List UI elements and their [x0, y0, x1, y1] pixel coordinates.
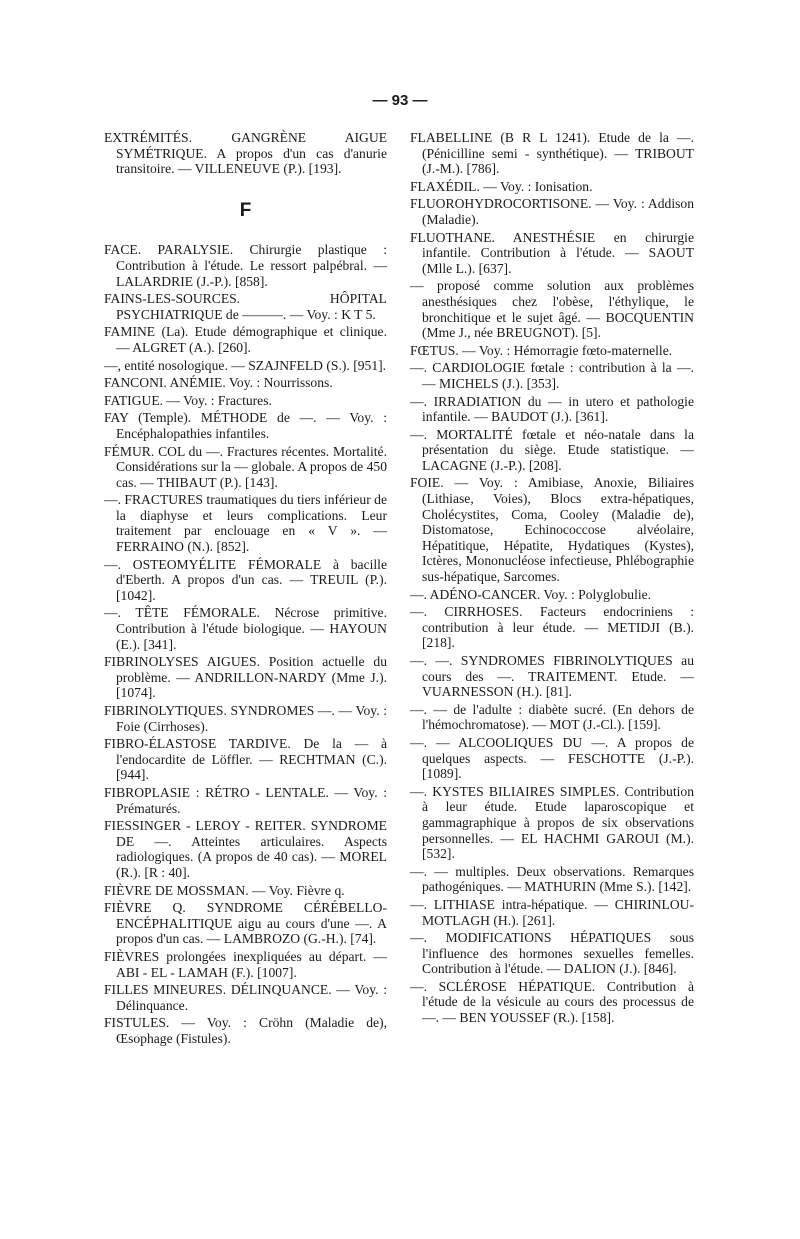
index-entry: FACE. PARALYSIE. Chirurgie plastique : Contribution à l'étude. Le ressort palpébral. — LALARDRIE (J.-P.). [858].	[104, 242, 387, 289]
index-entry: —. SCLÉROSE HÉPATIQUE. Contribution à l'étude de la vésicule au cours des processus de —. — BEN YOUSSEF (R.). [158].	[410, 978, 694, 1026]
left-column	[104, 130, 387, 1048]
index-entry: FLUOTHANE. ANESTHÉSIE en chirurgie infantile. Contribution à l'étude. — SAOUT (Mlle L.). [637].	[410, 229, 694, 276]
index-entry: FLUOROHYDROCORTISONE. — Voy. : Addison (Maladie).	[410, 196, 694, 227]
index-entry: FLABELLINE (B R L 1241). Etude de la —. (Pénicilline semi - synthétique). — TRIBOUT (J.-M.). [786].	[410, 130, 694, 177]
index-entry: —. — ALCOOLIQUES DU —. A propos de quelques aspects. — FESCHOTTE (J.-P.). [1089].	[410, 734, 694, 782]
index-entry: FANCONI. ANÉMIE. Voy. : Nourrissons.	[104, 375, 333, 391]
index-entry: —. ADÉNO-CANCER. Voy. : Polyglobulie.	[410, 586, 652, 602]
index-entry: FILLES MINEURES. DÉLINQUANCE. — Voy. : Délinquance.	[104, 982, 387, 1013]
index-entry: —. MODIFICATIONS HÉPATIQUES sous l'influence des hormones sexuelles femelles. Contribution à l'étude. — DALION (J.). [846].	[410, 930, 694, 977]
section-letter: F	[239, 199, 252, 221]
index-entry: FIÈVRE DE MOSSMAN. — Voy. Fièvre q.	[104, 882, 345, 898]
index-entry: —. — de l'adulte : diabète sucré. (En dehors de l'hémochromatose). — MOT (J.-Cl.). [159].	[410, 701, 694, 733]
index-entry: FAMINE (La). Etude démographique et clinique. — ALGRET (A.). [260].	[104, 324, 387, 355]
index-entry: —. MORTALITÉ fœtale et néo-natale dans la présentation du siège. Etude statistique. — LACAGNE (J.-P.). [208].	[410, 426, 694, 473]
index-entry: —. CIRRHOSES. Facteurs endocriniens : contribution à leur étude. — METIDJI (B.). [218].	[410, 604, 694, 651]
index-entry: —. TÊTE FÉMORALE. Nécrose primitive. Contribution à l'étude biologique. — HAYOUN (E.). [341].	[104, 605, 387, 652]
index-entry: FÉMUR. COL du —. Fractures récentes. Mortalité. Considérations sur la — globale. A propos de 450 cas. — THIBAUT (P.). [143].	[104, 443, 387, 490]
index-entry: FISTULES. — Voy. : Cröhn (Maladie de), Œsophage (Fistules).	[104, 1015, 387, 1046]
index-entry: FIBRINOLYTIQUES. SYNDROMES —. — Voy. : Foie (Cirrhoses).	[104, 703, 387, 734]
index-entry: —. — multiples. Deux observations. Remarques pathogéniques. — MATHURIN (Mme S.). [142].	[410, 863, 694, 895]
index-entry: EXTRÉMITÉS. GANGRÈNE AIGUE SYMÉTRIQUE. A propos d'un cas d'anurie transitoire. — VILLENEUVE (P.). [193].	[104, 130, 387, 177]
index-entry: —. FRACTURES traumatiques du tiers inférieur de la diaphyse et leurs complications. Leur traitement par enclouage en « V ». — FERRAINO (N.). [852].	[104, 492, 387, 555]
page-number: — 93 —	[372, 92, 428, 109]
index-entry: FIÈVRES prolongées inexpliquées au départ. — ABI - EL - LAMAH (F.). [1007].	[104, 948, 387, 980]
index-entry: — proposé comme solution aux problèmes anesthésiques chez l'obèse, l'éthylique, le bronchitique et le sujet âgé. — BOCQUENTIN (Mme J., née BREUGNOT). [5].	[410, 278, 694, 341]
index-entry: —. —. SYNDROMES FIBRINOLYTIQUES au cours des —. TRAITEMENT. Etude. — VUARNESSON (H.). [81].	[410, 653, 694, 700]
index-entry: FAY (Temple). MÉTHODE de —. — Voy. : Encéphalopathies infantiles.	[104, 410, 387, 441]
index-entry: FATIGUE. — Voy. : Fractures.	[104, 392, 272, 408]
index-entry: —. LITHIASE intra-hépatique. — CHIRINLOU-MOTLAGH (H.). [261].	[410, 896, 694, 928]
index-entry: —. KYSTES BILIAIRES SIMPLES. Contribution à leur étude. Etude laparoscopique et gammagraphique à propos de six observations personnelles. — EL HACHMI GAROUI (M.). [532].	[410, 783, 694, 862]
index-entry: FIBRINOLYSES AIGUES. Position actuelle du problème. — ANDRILLON-NARDY (Mme J.). [1074].	[104, 654, 387, 701]
index-entry: —, entité nosologique. — SZAJNFELD (S.). [951].	[104, 357, 387, 373]
index-entry: FIBRO-ÉLASTOSE TARDIVE. De la — à l'endocardite de Löffler. — RECHTMAN (C.). [944].	[104, 736, 387, 783]
index-entry: FIBROPLASIE : RÉTRO - LENTALE. — Voy. : Prématurés.	[104, 784, 387, 816]
index-entry: FIESSINGER - LEROY - REITER. SYNDROME DE —. Atteintes articulaires. Aspects radiologiques. (A propos de 40 cas). — MOREL (R.). [R : 40].	[104, 818, 387, 880]
index-entry: FIÈVRE Q. SYNDROME CÉRÉBELLO-ENCÉPHALITIQUE aigu au cours d'une —. A propos d'un cas. — LAMBROZO (G.-H.). [74].	[104, 900, 387, 947]
index-entry: FAINS-LES-SOURCES. HÔPITAL PSYCHIATRIQUE de ———. — Voy. : K T 5.	[104, 291, 387, 322]
index-entry: FLAXÉDIL. — Voy. : Ionisation.	[410, 178, 593, 194]
index-entry: —. OSTEOMYÉLITE FÉMORALE à bacille d'Eberth. A propos d'un cas. — TREUIL (P.). [1042].	[104, 556, 387, 603]
index-entry: —. IRRADIATION du — in utero et pathologie infantile. — BAUDOT (J.). [361].	[410, 393, 694, 425]
index-entry: —. CARDIOLOGIE fœtale : contribution à la —. — MICHELS (J.). [353].	[410, 360, 694, 391]
index-entry: FOIE. — Voy. : Amibiase, Anoxie, Biliaires (Lithiase, Voies), Blocs extra-hépatiques, Cholécystites, Coma, Cooley (Maladie de), Distomatose, Echinococcose alvéolaire, Hépatitique, Hépatite, Hydatiques (Kystes), Ictères, Mononucléose infectieuse, Phlébographie sus-hépatique, Sarcomes.	[410, 475, 694, 585]
index-entry: FŒTUS. — Voy. : Hémorragie fœto-maternelle.	[410, 342, 673, 358]
right-column	[410, 130, 694, 1028]
